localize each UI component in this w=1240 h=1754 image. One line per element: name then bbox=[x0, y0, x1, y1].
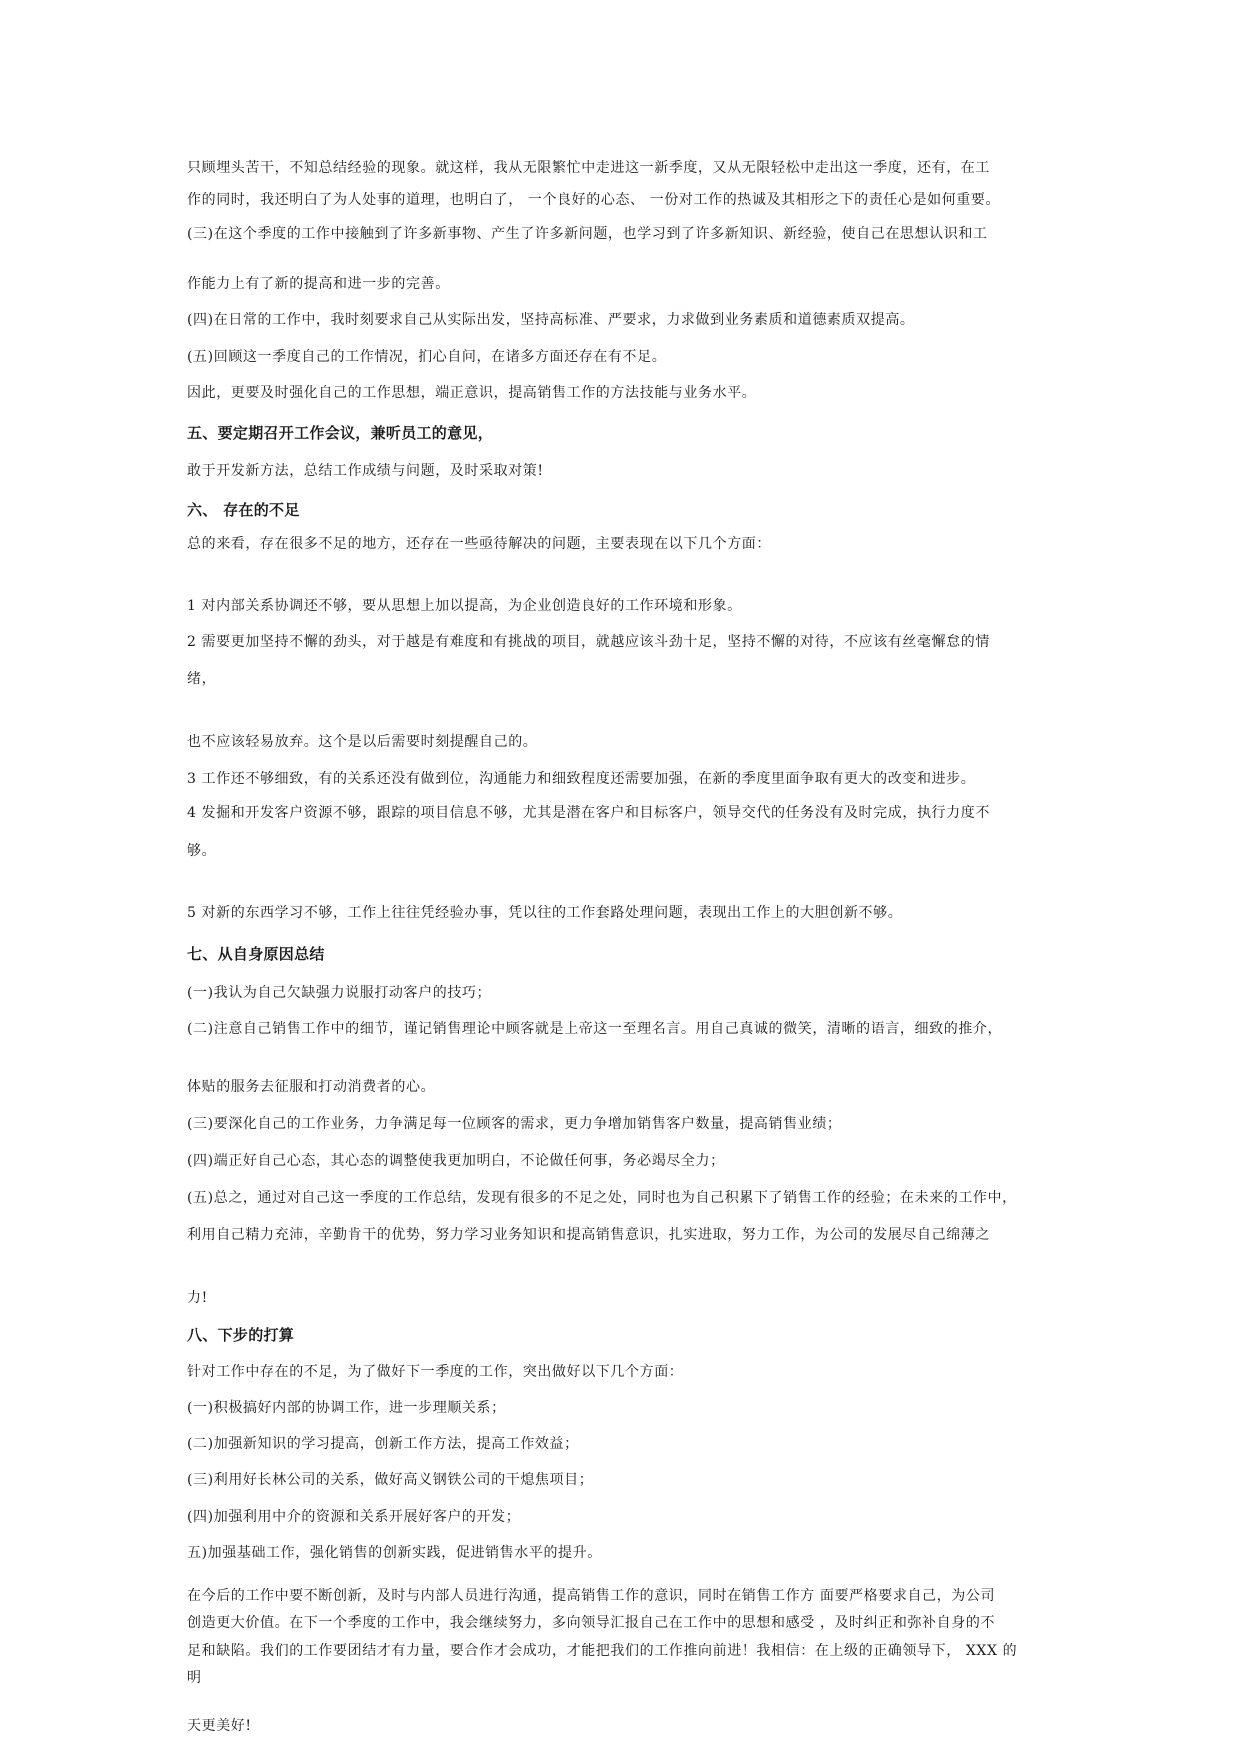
paragraph-line: 作能力上有了新的提高和进一步的完善。 bbox=[187, 276, 450, 292]
paragraph-line: 作的同时，我还明白了为人处事的道理，也明白了， 一个良好的心态、 一份对工作的热诚及其相形之下的责任心是如何重要。 bbox=[187, 192, 1001, 208]
list-item: (五)总之，通过对自己这一季度的工作总结，发现有很多的不足之处，同时也为自己积累下了销售工作的经验；在未来的工作中， bbox=[187, 1190, 1017, 1206]
list-item: 1 对内部关系协调还不够，要从思想上加以提高，为企业创造良好的工作环境和形象。 bbox=[187, 598, 742, 614]
list-item: 2 需要更加坚持不懈的劲头，对于越是有难度和有挑战的项目，就越应该斗劲十足，坚持不懈的对待，不应该有丝毫懈怠的情 bbox=[187, 634, 990, 650]
paragraph-line: (五)回顾这一季度自己的工作情况，扪心自问，在诸多方面还存在有不足。 bbox=[187, 349, 667, 365]
paragraph-line: 因此，更要及时强化自己的工作思想，端正意识，提高销售工作的方法技能与业务水平。 bbox=[187, 385, 757, 401]
paragraph-line: 天更美好! bbox=[187, 1718, 252, 1734]
paragraph-line: 总的来看，存在很多不足的地方，还存在一些亟待解决的问题，主要表现在以下几个方面： bbox=[187, 536, 771, 552]
paragraph-line: 绪， bbox=[187, 671, 217, 687]
paragraph-line: 在今后的工作中要不断创新，及时与内部人员进行沟通，提高销售工作的意识，同时在销售工作方 面要严格要求自己，为公司 bbox=[187, 1588, 996, 1604]
paragraph-line: 明 bbox=[187, 1670, 202, 1686]
list-item: (四)端正好自己心态，其心态的调整使我更加明白，不论做任何事，务必竭尽全力； bbox=[187, 1153, 725, 1169]
section-heading-8: 八、下步的打算 bbox=[187, 1326, 295, 1344]
paragraph-line: (四)在日常的工作中，我时刻要求自己从实际出发，坚持高标准、严要求，力求做到业务素质和道德素质双提高。 bbox=[187, 312, 915, 328]
paragraph-line: 只顾埋头苦干，不知总结经验的现象。就这样，我从无限繁忙中走进这一新季度，又从无限轻松中走出这一季度，还有，在工 bbox=[187, 160, 990, 176]
paragraph-line: (三)在这个季度的工作中接触到了许多新事物、产生了许多新问题，也学习到了许多新知识、新经验，使自己在思想认识和工 bbox=[187, 226, 988, 242]
paragraph-line: 也不应该轻易放弃。这个是以后需要时刻提醒自己的。 bbox=[187, 734, 538, 750]
paragraph-line: 足和缺陷。我们的工作要团结才有力量，要合作才会成功，才能把我们的工作推向前进！我相信：在上级的正确领导下， XXX 的 bbox=[187, 1643, 1018, 1659]
list-item: 3 工作还不够细致，有的关系还没有做到位，沟通能力和细致程度还需要加强，在新的季度里面争取有更大的改变和进步。 bbox=[187, 771, 976, 787]
list-item: (三)利用好长林公司的关系，做好高义钢铁公司的干熄焦项目； bbox=[187, 1472, 594, 1488]
list-item: (二)加强新知识的学习提高，创新工作方法，提高工作效益； bbox=[187, 1436, 579, 1452]
list-item: (四)加强利用中介的资源和关系开展好客户的开发； bbox=[187, 1509, 521, 1525]
list-item: (二)注意自己销售工作中的细节，谨记销售理论中顾客就是上帝这一至理名言。用自己真诚的微笑，清晰的语言，细致的推介， bbox=[187, 1021, 1003, 1037]
list-item: (三)要深化自己的工作业务，力争满足每一位顾客的需求，更力争增加销售客户数量，提高销售业绩； bbox=[187, 1116, 842, 1132]
paragraph-line: 创造更大价值。在下一个季度的工作中，我会继续努力，多向领导汇报自己在工作中的思想和感受 ，及时纠正和弥补自身的不 bbox=[187, 1615, 996, 1631]
paragraph-line: 够。 bbox=[187, 843, 217, 859]
list-item: 五)加强基础工作，强化销售的创新实践，促进销售水平的提升。 bbox=[187, 1545, 602, 1561]
section-heading-6: 六、 存在的不足 bbox=[187, 501, 300, 519]
list-item: 5 对新的东西学习不够，工作上往往凭经验办事，凭以往的工作套路处理问题，表现出工作上的大胆创新不够。 bbox=[187, 905, 903, 921]
paragraph-line: 力! bbox=[187, 1290, 208, 1306]
paragraph-line: 针对工作中存在的不足，为了做好下一季度的工作，突出做好以下几个方面： bbox=[187, 1364, 684, 1380]
list-item: 4 发掘和开发客户资源不够，跟踪的项目信息不够，尤其是潜在客户和目标客户，领导交代的任务没有及时完成，执行力度不 bbox=[187, 805, 990, 821]
list-item: (一)积极搞好内部的协调工作，进一步理顺关系； bbox=[187, 1400, 506, 1416]
list-item: (一)我认为自己欠缺强力说服打动客户的技巧； bbox=[187, 985, 492, 1001]
section-heading-5: 五、要定期召开工作会议，兼听员工的意见， bbox=[187, 424, 494, 442]
paragraph-line: 体贴的服务去征服和打动消费者的心。 bbox=[187, 1079, 436, 1095]
paragraph-line: 敢于开发新方法，总结工作成绩与问题，及时采取对策! bbox=[187, 463, 544, 479]
paragraph-line: 利用自己精力充沛，辛勤肯干的优势，努力学习业务知识和提高销售意识，扎实进取，努力工作，为公司的发展尽自己绵薄之 bbox=[187, 1227, 990, 1243]
section-heading-7: 七、从自身原因总结 bbox=[187, 945, 325, 963]
